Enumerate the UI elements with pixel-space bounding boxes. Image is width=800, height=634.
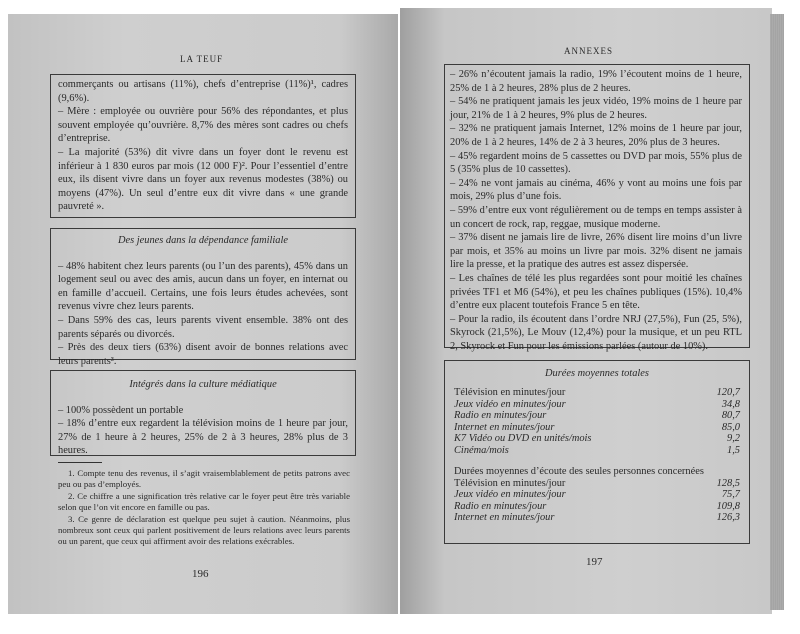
paragraph: commerçants ou artisans (11%), chefs d’entreprise (11%)¹, cadres (9,6%). xyxy=(58,79,348,104)
paragraph: – 24% ne vont jamais au cinéma, 46% y vont au moins une fois par mois, 29% plus d’une fois. xyxy=(450,177,742,203)
paragraph: – Mère : employée ou ouvrière pour 56% des répondantes, et plus souvent employée qu’ouvrière. 8,7% des mères sont cadres ou chefs d’entreprise. xyxy=(58,106,348,145)
duration-value: 109,8 xyxy=(716,500,740,512)
duration-label: Internet en minutes/jour xyxy=(454,512,555,524)
duration-label: Cinéma/mois xyxy=(454,444,509,456)
paragraph: – 26% n’écoutent jamais la radio, 19% l’écoutent moins de 1 heure, 25% de 1 à 2 heures, 28% plus de 2 heures. xyxy=(450,69,742,94)
paragraph: – 100% possèdent un portable xyxy=(58,404,184,416)
duration-label: Jeux vidéo en minutes/jour xyxy=(454,398,566,410)
right-page xyxy=(400,8,772,614)
durations-title: Durées moyennes totales xyxy=(545,368,649,379)
dependence-title: Des jeunes dans la dépendance familiale xyxy=(118,235,288,246)
footnote: 1. Compte tenu des revenus, il s’agit vraisemblablement de petits patrons avec peu ou pas d’employés. xyxy=(58,468,350,490)
footnote-rule xyxy=(58,462,102,463)
duration-value: 120,7 xyxy=(716,387,740,398)
paragraph: – 48% habitent chez leurs parents (ou l’un des parents), 45% dans un logement seul ou avec des amis, aucun dans un foyer, en internat ou en famille d’accueil. Certains, une fois leurs études achevées, sont revenus vivre chez leurs parents. xyxy=(58,260,348,313)
duration-label: Radio en minutes/jour xyxy=(454,410,547,422)
duration-value: 75,7 xyxy=(721,489,740,501)
duration-label: Télévision en minutes/jour xyxy=(454,477,566,489)
profile-text xyxy=(58,78,348,214)
duration-row xyxy=(454,489,740,501)
media-habits-text xyxy=(450,68,742,353)
paragraph: – Pour la radio, ils écoutent dans l’ordre NRJ (27,5%), Fun (25, 5%), Skyrock (21,5%), Le Mouv (12,4%) pour la musique, et un peu RTL 2, Skyrock et Fun pour les émissions parlées (autour de 10%). xyxy=(450,313,742,352)
durations-table xyxy=(454,368,740,524)
duration-row xyxy=(454,433,740,445)
left-page xyxy=(8,14,398,614)
running-head-left: LA TEUF xyxy=(180,54,224,64)
paragraph: – Près des deux tiers (63%) disent avoir de bonnes relations avec leurs parents³. xyxy=(58,342,348,367)
duration-row xyxy=(454,512,740,524)
duration-value: 85,0 xyxy=(721,421,740,433)
duration-value: 9,2 xyxy=(727,433,740,445)
footnote: 3. Ce genre de déclaration est quelque peu sujet à caution. Néanmoins, plus nombreux sont ceux qui parlent positivement de leurs relations avec leurs parents ou un parent, que ceux qui affirment avoir des relations exécrables. xyxy=(58,513,350,547)
duration-row xyxy=(454,478,740,490)
footnote: 2. Ce chiffre a une signification très relative car le foyer peut être très variable selon que l’on vit encore en famille ou pas. xyxy=(58,490,350,513)
duration-value: 1,5 xyxy=(727,444,740,456)
duration-row xyxy=(454,501,740,513)
duration-label: Télévision en minutes/jour xyxy=(454,387,566,398)
duration-row xyxy=(454,387,740,399)
page-edges xyxy=(770,14,784,610)
duration-row xyxy=(454,422,740,434)
duration-value: 126,3 xyxy=(716,512,740,524)
running-head-right: ANNEXES xyxy=(564,46,613,56)
duration-row xyxy=(454,410,740,422)
paragraph: – 45% regardent moins de 5 cassettes ou DVD par mois, 55% plus de 5 (35% plus de 10 cassettes). xyxy=(450,150,742,176)
duration-label: K7 Vidéo ou DVD en unités/mois xyxy=(454,433,592,445)
duration-label: Internet en minutes/jour xyxy=(454,421,555,433)
paragraph: – Les chaînes de télé les plus regardées sont pour moitié les chaînes privées TF1 et M6 (54%), et peu les chaînes publiques (15%). 10,4% d’entre eux placent toutefois France 5 en tête. xyxy=(450,272,742,312)
paragraph: – 54% ne pratiquent jamais les jeux vidéo, 19% moins de 1 heure par jour, 21% de 1 à 2 heures, 9% plus de 2 heures. xyxy=(450,96,742,121)
duration-row xyxy=(454,399,740,411)
duration-label: Radio en minutes/jour xyxy=(454,500,547,512)
duration-label: Jeux vidéo en minutes/jour xyxy=(454,489,566,501)
paragraph: – La majorité (53%) dit vivre dans un foyer dont le revenu est inférieur à 1 830 euros par mois (12 000 F)². Pour l’essentiel d’entre eux, ils disent vivre dans un foyer aux revenus modestes (38%) ou moyens (47%). Un seul d’entre eux dit vivre dans « une grande pauvreté ». xyxy=(58,146,348,213)
paragraph: – 18% d’entre eux regardent la télévision moins de 1 heure par jour, 27% de 1 heure à 2 heures, 25% de 2 à 3 heures, 28% plus de 3 heures. xyxy=(58,418,348,457)
duration-row xyxy=(454,445,740,457)
media-text xyxy=(58,378,348,458)
paragraph: – 59% d’entre eux vont régulièrement ou de temps en temps assister à un concert de rock, rap, reggae, musique moderne. xyxy=(450,204,742,230)
paragraph: – 32% ne pratiquent jamais Internet, 12% moins de 1 heure par jour, 20% de 1 à 2 heures, 14% de 2 à 3 heures, 20% plus de 3 heures. xyxy=(450,123,742,148)
dependence-text xyxy=(58,234,348,368)
duration-value: 34,8 xyxy=(721,398,740,410)
page-number-right: 197 xyxy=(586,556,603,568)
duration-value: 128,5 xyxy=(716,477,740,489)
durations-subtitle: Durées moyennes d’écoute des seules personnes concernées xyxy=(454,465,704,477)
paragraph: – 37% disent ne jamais lire de livre, 26% disent lire moins d’un livre par mois, et 35% au moins un livre par mois. 32% disent ne jamais lire la presse, et la pratique des autres est assez dispersée. xyxy=(450,232,742,271)
duration-value: 80,7 xyxy=(721,410,740,422)
page-number-left: 196 xyxy=(192,568,209,580)
paragraph: – Dans 59% des cas, leurs parents vivent ensemble. 38% ont des parents séparés ou divorcés. xyxy=(58,314,348,340)
media-title: Intégrés dans la culture médiatique xyxy=(129,379,277,390)
footnotes xyxy=(58,468,350,548)
